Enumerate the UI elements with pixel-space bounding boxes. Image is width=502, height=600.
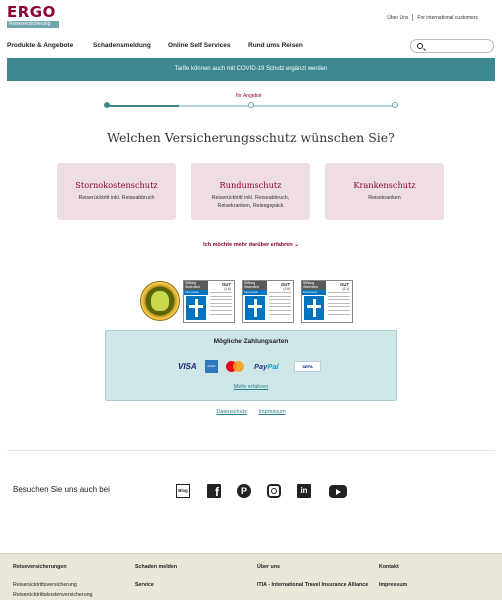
paypal-pal: Pal <box>267 362 279 371</box>
finanztest-cross-icon <box>304 296 324 320</box>
nav-products[interactable]: Produkte & Angebote <box>7 42 74 49</box>
footer-column-claims <box>135 564 247 590</box>
test-badge <box>301 280 353 323</box>
search-input[interactable] <box>410 39 494 53</box>
footer-heading: Reiseversicherungen <box>13 564 67 570</box>
footer-heading[interactable]: Kontakt <box>379 564 399 570</box>
test-badge <box>183 280 235 323</box>
badge-rating: GUT <box>222 282 231 287</box>
product-card-rundum[interactable] <box>191 163 310 220</box>
product-card-title: Krankenschutz <box>353 180 416 190</box>
payment-title: Mögliche Zahlungsarten <box>213 338 289 345</box>
quality-seal-icon <box>140 281 180 321</box>
paypal-icon <box>254 362 279 371</box>
badge-grade: (1,6) <box>224 286 231 291</box>
progress-label: Ihr Angebot <box>236 93 262 99</box>
search-icon[interactable] <box>417 43 423 49</box>
youtube-icon[interactable] <box>329 485 347 498</box>
nav-claims[interactable]: Schadensmeldung <box>93 42 151 49</box>
logo-tagline: Reiseversicherung <box>7 21 59 28</box>
amex-icon: AMEX <box>205 360 218 373</box>
product-card-description: Reiserücktritt inkl. Reiseabbruch, Reisekranken, Reisegepäck <box>211 195 290 209</box>
product-card-description: Reiserücktritt inkl. Reiseabbruch <box>78 195 155 201</box>
payment-more-link[interactable]: Mehr erfahren <box>233 384 269 390</box>
product-card-description: Reisekranken <box>368 195 401 201</box>
product-card-title: Rundumschutz <box>219 180 282 190</box>
blog-icon[interactable]: Blog <box>176 484 190 498</box>
badge-magazine: Finanztest <box>243 290 267 295</box>
footer-column-contact <box>379 564 491 590</box>
badge-grade: (2,1) <box>342 286 349 291</box>
social-title: Besuchen Sie uns auch bei <box>13 485 110 494</box>
progress-fill <box>106 105 179 107</box>
pinterest-icon[interactable]: P <box>237 484 251 498</box>
payment-methods-box <box>105 330 397 401</box>
badge-header <box>243 281 293 290</box>
footer-link[interactable]: Service <box>135 582 154 588</box>
seal-thumb <box>151 291 169 311</box>
footer-heading[interactable]: Schaden melden <box>135 564 178 570</box>
mastercard-icon <box>226 360 245 373</box>
facebook-icon[interactable] <box>207 484 221 498</box>
ergo-logo[interactable] <box>7 4 59 28</box>
footer-link[interactable]: Reiserücktrittsversicherung <box>13 582 77 588</box>
product-card-storno[interactable] <box>57 163 176 220</box>
finanztest-cross-icon <box>245 296 265 320</box>
test-badge <box>242 280 294 323</box>
about-us-link[interactable]: Über Uns <box>387 14 409 21</box>
sepa-icon: SEPA <box>294 361 321 372</box>
imprint-link[interactable]: Impressum <box>258 409 286 415</box>
badge-fine-print <box>328 292 350 317</box>
product-card-kranken[interactable] <box>325 163 444 220</box>
badge-org: Stiftung Warentest <box>302 281 326 290</box>
nav-self-services[interactable]: Online Self Services <box>168 42 231 49</box>
footer-heading[interactable]: Über uns <box>257 564 280 570</box>
more-info-link[interactable]: Ich möchte mehr darüber erfahren ⌄ <box>203 242 299 248</box>
badge-magazine: Finanztest <box>184 290 208 295</box>
badge-header <box>302 281 352 290</box>
visa-icon: VISA <box>178 362 197 371</box>
section-divider <box>7 450 495 451</box>
international-customers-link[interactable]: For international customers <box>417 14 478 21</box>
progress-step-2 <box>248 102 254 108</box>
instagram-icon[interactable] <box>267 484 281 498</box>
page-title: Welchen Versicherungsschutz wünschen Sie? <box>107 130 395 145</box>
badge-rating: GUT <box>281 282 290 287</box>
footer-column-insurance <box>13 564 125 599</box>
footer <box>0 553 502 600</box>
legal-links <box>0 409 502 415</box>
footer-link[interactable]: Impressum <box>379 582 408 588</box>
progress-step-1 <box>104 102 110 108</box>
facebook-glyph: f <box>215 485 219 499</box>
linkedin-icon[interactable]: in <box>297 484 311 498</box>
logo-word: ERGO <box>7 3 56 21</box>
badge-header <box>184 281 234 290</box>
finanztest-cross-icon <box>186 296 206 320</box>
product-card-title: Stornokostenschutz <box>75 180 158 190</box>
footer-link[interactable]: ITIA - International Travel Insurance Alliance <box>257 582 369 588</box>
footer-link[interactable]: Reiserücktrittskostenversicherung <box>13 591 93 598</box>
progress-step-3 <box>392 102 398 108</box>
badge-grade: (1,6) <box>283 286 290 291</box>
badge-fine-print <box>269 292 291 317</box>
badge-magazine: Finanztest <box>302 290 326 295</box>
badge-fine-print <box>210 292 232 317</box>
top-bar <box>0 0 502 36</box>
badge-org: Stiftung Warentest <box>184 281 208 290</box>
paypal-pay: Pay <box>254 362 268 371</box>
covid-banner: Tarife können auch mit COVID-19 Schutz ergänzt werden <box>7 58 495 81</box>
badge-rating: GUT <box>340 282 349 287</box>
top-links-divider <box>412 14 413 21</box>
nav-travel[interactable]: Rund ums Reisen <box>248 42 303 49</box>
privacy-link[interactable]: Datenschutz <box>216 409 247 415</box>
top-links <box>387 14 478 21</box>
badge-org: Stiftung Warentest <box>243 281 267 290</box>
footer-column-about <box>257 564 369 590</box>
